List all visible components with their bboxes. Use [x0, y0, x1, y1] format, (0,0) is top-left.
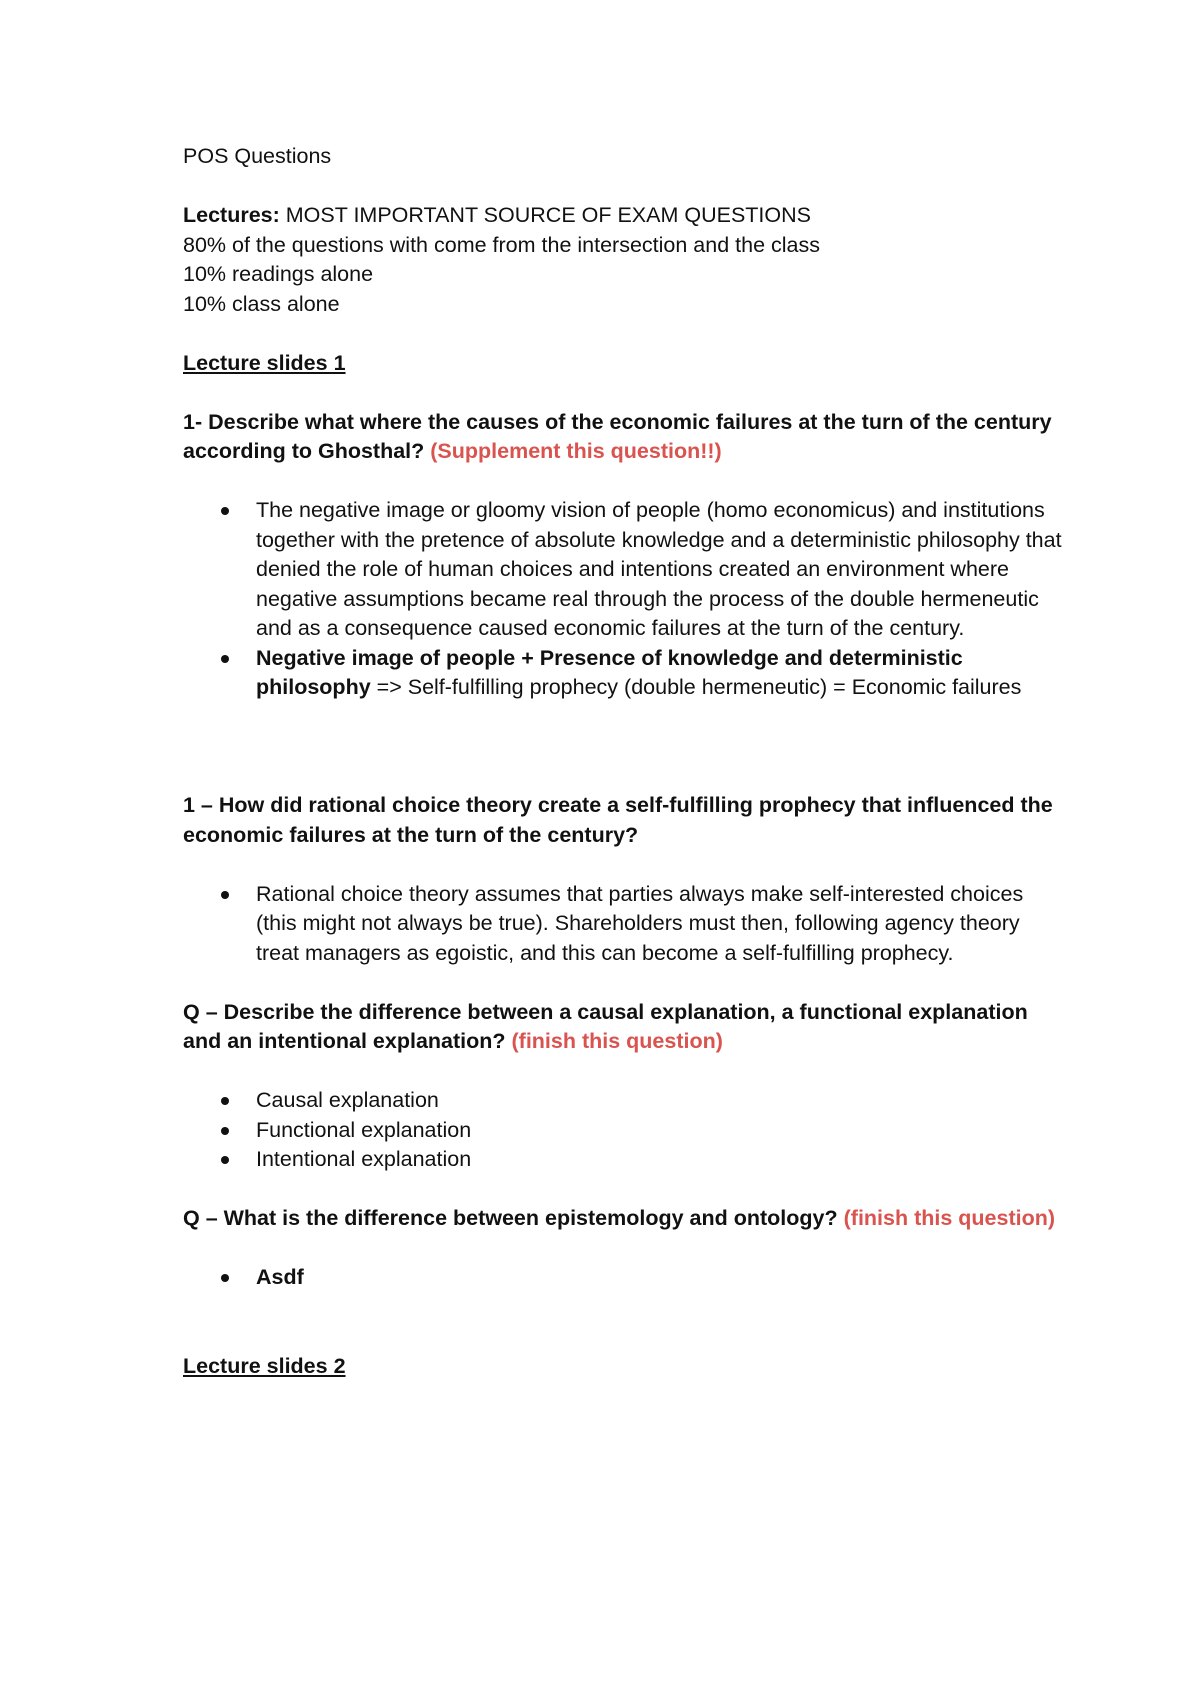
bullet-icon	[221, 1127, 229, 1135]
question-3	[183, 998, 1063, 1057]
question-1	[183, 408, 1063, 467]
list-item	[183, 644, 1063, 703]
list-item	[183, 1116, 1063, 1146]
question-2-answers	[183, 880, 1063, 969]
intro-line-readings: 10% readings alone	[183, 262, 374, 286]
answer-text: Asdf	[256, 1265, 304, 1289]
question-1-text: 1- Describe what where the causes of the economic failures at the turn of the century according to Ghosthal?	[183, 409, 1052, 463]
list-item	[183, 1145, 1063, 1175]
bullet-icon	[221, 655, 229, 663]
answer-bold-text: Negative image of people + Presence of knowledge and deterministic philosophy	[256, 645, 963, 699]
answer-text: => Self-fulfilling prophecy (double hermeneutic) = Economic failures	[370, 675, 1022, 699]
question-4-note: (finish this question)	[843, 1206, 1056, 1230]
list-item	[183, 1086, 1063, 1116]
question-2: 1 – How did rational choice theory create a self-fulfilling prophecy that influenced the economic failures at the turn of the century?	[183, 793, 1053, 847]
answer-text: Intentional explanation	[256, 1147, 472, 1171]
intro-line-80: 80% of the questions with come from the intersection and the class	[183, 232, 820, 257]
document-body	[183, 142, 1063, 1381]
section-heading-1: Lecture slides 1	[183, 350, 346, 375]
answer-text: Causal explanation	[256, 1088, 439, 1112]
section-heading-2: Lecture slides 2	[183, 1353, 346, 1378]
lectures-text: MOST IMPORTANT SOURCE OF EXAM QUESTIONS	[279, 203, 811, 227]
document-title: POS Questions	[183, 144, 332, 168]
bullet-icon	[221, 507, 229, 515]
lectures-label: Lectures:	[183, 203, 280, 227]
answer-text: Functional explanation	[256, 1117, 472, 1142]
bullet-icon	[221, 1274, 229, 1282]
question-3-text: Q – Describe the difference between a causal explanation, a functional explanation and an intentional explanation?	[183, 999, 1028, 1053]
question-4	[183, 1204, 1063, 1234]
answer-text: The negative image or gloomy vision of people (homo economicus) and institutions together with the pretence of absolute knowledge and a deterministic philosophy that denied the role of human choices and intentions created an environment where negative assumptions became real through the process of the double hermeneutic and as a consequence caused economic failures at the turn of the century.	[256, 498, 1062, 640]
answer-text: Rational choice theory assumes that parties always make self-interested choices (this might not always be true). Shareholders must then, following agency theory treat managers as egoistic, and this can become a self-fulfilling prophecy.	[256, 881, 1024, 965]
list-item	[183, 880, 1063, 969]
bullet-icon	[221, 891, 229, 899]
question-3-answers	[183, 1086, 1063, 1175]
lectures-line	[183, 201, 1063, 231]
list-item	[183, 1263, 1063, 1293]
bullet-icon	[221, 1097, 229, 1105]
list-item	[183, 496, 1063, 644]
intro-line-class: 10% class alone	[183, 291, 340, 316]
question-4-text: Q – What is the difference between epistemology and ontology?	[183, 1206, 844, 1230]
bullet-icon	[221, 1156, 229, 1164]
question-3-note: (finish this question)	[511, 1029, 723, 1053]
question-1-answers	[183, 496, 1063, 703]
question-4-answers	[183, 1263, 1063, 1293]
question-1-note: (Supplement this question!!)	[430, 439, 722, 463]
